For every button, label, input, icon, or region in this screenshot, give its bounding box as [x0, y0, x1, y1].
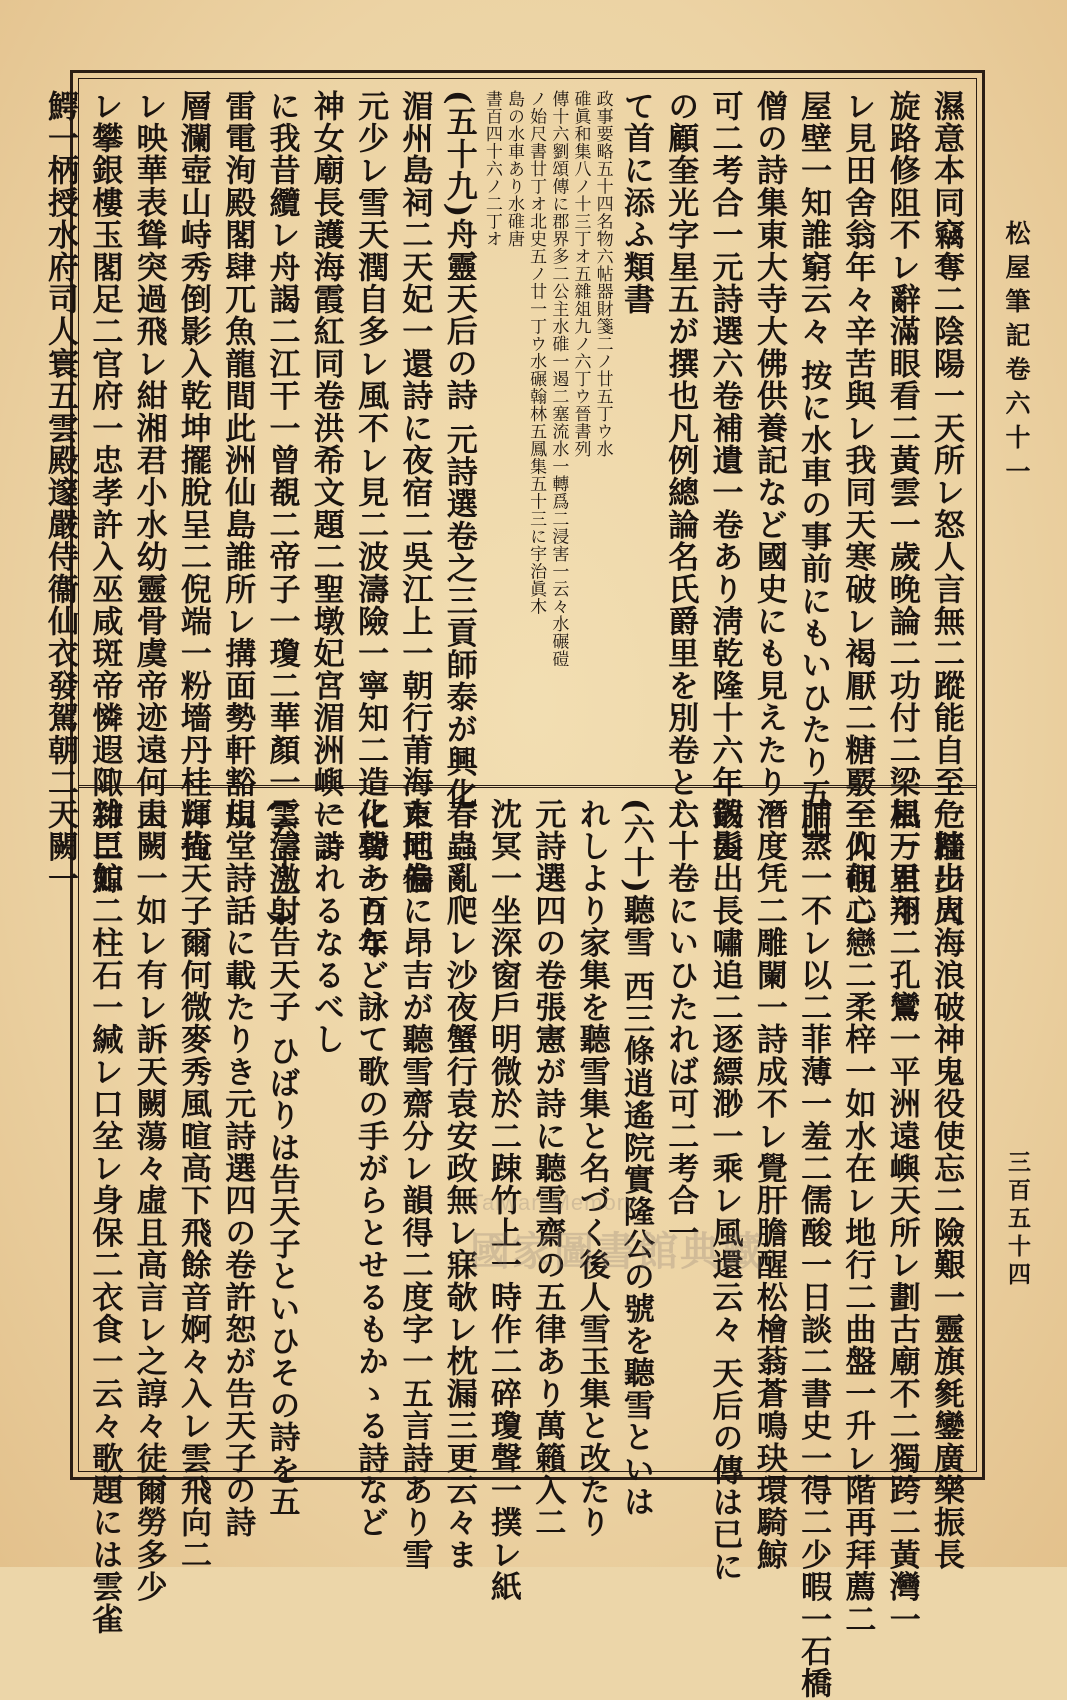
text-column: に我昔纜レ舟謁二江干一曾覩二帝子一瓊二華顏一雲濤激射 — [263, 90, 300, 928]
annotation-line: 書百四十六ノ二丁オ — [481, 90, 502, 248]
text-column: 脯蒸一不レ以二菲薄一羞二儒酸一日談二書史一得二少暇一石橋 — [795, 798, 832, 1700]
text-column: 六十卷にいひたれば可二考合一 — [662, 798, 699, 1249]
annotation-line: 傳十六劉頌傳に郡界多二公主水碓一遏二塞流水一轉爲二浸害一云々水碾磑 — [548, 90, 569, 668]
text-column: (六十一)告天子 ひばりは告天子といひその詩を五 — [263, 798, 300, 1518]
text-column: 僧の詩集東大寺大佛供養記など國史にも見えたり — [750, 90, 787, 799]
text-column: (五十九)舟靈天后の詩 元詩選卷之三貢師泰が興化 — [440, 90, 477, 810]
text-column: 可二考合一元詩選六卷補遺一卷あり淸乾隆十六年錫山 — [706, 90, 743, 863]
text-column: 鰐一柄授水府司人寰五雲殿邃嚴侍衞仙衣發駕朝二天闕一 — [42, 90, 79, 895]
text-column: 湄州島祠二天妃一還詩に夜宿二吳江上一朝行莆海東地偏 — [396, 90, 433, 895]
watermark-org: 國家圖書館典藏 — [470, 1228, 764, 1275]
text-column: レ攀銀樓玉閣足二官府一忠孝許入巫咸斑帝憐遐陬雜二鯨 — [86, 90, 123, 895]
text-column: れしより家集を聽雪集と名づく後人雪玉集と改たり — [573, 798, 610, 1539]
text-column: 元少レ雪天潤自多レ風不レ見二波濤險一寧知二造化功一百年 — [352, 90, 389, 960]
text-column: レ見田舍翁年々辛苦與レ我同天寒破レ褐厭二糖覈一仰覗二 — [839, 90, 876, 928]
text-column: 天闕一如レ有レ訴天闕蕩々虛且高言レ之諄々徒爾勞多少 — [130, 798, 167, 1603]
text-column: 至人何心戀二柔梓一如水在レ地行二曲盤一升レ階再拜薦二 — [839, 798, 876, 1636]
page-number: 三百五十四 — [1004, 1150, 1031, 1290]
text-column: 潛度凭二雕闌一詩成不レ覺肝膽醒松檜蓊蒼鳴玦環騎鯨 — [750, 798, 787, 1571]
library-watermark — [470, 1100, 780, 1340]
text-column: 沈冥一坐深窗戶明微於二踈竹上一時作二碎瓊聲一撲レ紙 — [485, 798, 522, 1603]
text-column: た同卷に昂吉が聽雪齋分レ韻得二度字一五言詩あり雪 — [396, 798, 433, 1571]
text-column: 危檣出火海浪破神鬼役使忘二險艱一靈旗毿鑾廣樂振長 — [928, 798, 964, 1571]
text-column: に告天子爾何微麥秀風暄高下飛餘音婀々入レ雲飛向二 — [174, 798, 211, 1571]
watermark-text: Taiwan Memory — [470, 1190, 638, 1215]
running-header: 松屋筆記卷六十一 — [1002, 220, 1031, 492]
annotation-line: ノ始尺書廿丁オ北史五ノ廿一丁ウ水碾翰林五鳳集五十三に宇治眞木 — [526, 90, 547, 615]
text-column: レ映華表聳突過飛レ紺湘君小水幼靈骨虞帝迹遠何由 — [130, 90, 167, 831]
annotation-line: 政事要略五十四名物六帖器財箋二ノ廿五丁ウ水 — [592, 90, 613, 458]
text-column: 濕意本同竊奪二陰陽一天所レ怒人言無二蹤能自至一跬步周 — [928, 90, 964, 928]
text-column: 層瀾壺山峙秀倒影入乾坤擺脫呈二倪端一粉墻丹桂輝掩 — [174, 90, 211, 863]
text-column: 散髮出長嘯追二逐縹渺一乘レ風還云々 天后の傳は已に — [706, 798, 743, 1583]
text-column: 雷電洵殿閣肆兀魚龍間此洲仙島誰所レ搆面勢軒豁規 — [219, 90, 256, 831]
text-column: 春蟲亂爬レ沙夜蟹行袁安政無レ寐欹レ枕漏三更云々ま — [440, 798, 477, 1571]
text-column: 屋壁一知誰窮云々 按に水車の事前にもいひたり五山 — [795, 90, 832, 843]
text-column: に聲ありなど詠て歌の手がらとせるもかゝる詩など — [352, 798, 389, 1539]
text-column: によれるなるべし — [307, 798, 344, 1056]
annotation-line: 島の水車あり水碓唐 — [504, 90, 524, 248]
annotation-line: 碓眞和集八ノ十三丁オ五雜俎九ノ六丁ウ晉書列 — [570, 90, 591, 458]
text-column: (六十)聽雪 西三條逍遙院實隆公の號を聽雪といは — [617, 798, 654, 1518]
text-column: 旋路修阻不レ辭滿眼看二黃雲一歲晚論二功付二梁梠一君不 — [883, 90, 920, 928]
text-column: 風万里翔二孔鸞一平洲遠嶼天所レ劃古廟不二獨跨二黃灣一 — [883, 798, 920, 1636]
text-column: 元詩選四の卷張憲が詩に聽雪齋の五律あり萬籟入二 — [529, 798, 566, 1539]
text-column: て首に添ふ類書 — [617, 90, 654, 316]
text-column: 山堂詩話に載たりき元詩選四の卷許恕が告天子の詩 — [219, 798, 256, 1539]
text-column: 神女廟長護海霞紅同卷洪希文題二聖墩妃宮湄洲嶼一詩 — [307, 90, 344, 863]
text-column: の顧奎光字星五が撰也凡例總論名氏爵里を別卷とし — [662, 90, 699, 831]
text-column: 功臣如二柱石一緘レ口坌レ身保二衣食一云々歌題には雲雀 — [86, 798, 123, 1636]
